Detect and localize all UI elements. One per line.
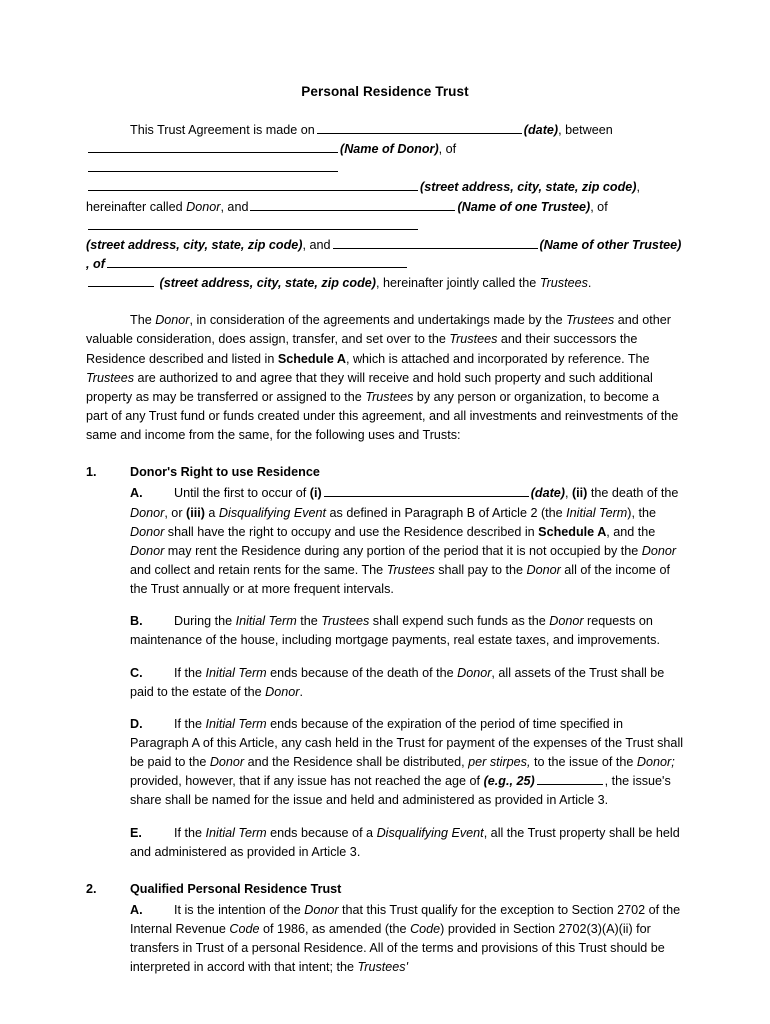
text-run: (ii) xyxy=(571,486,588,501)
preamble-line2-b: , of xyxy=(438,142,457,157)
recital-t8: Schedule A xyxy=(277,351,346,366)
text-run: and the Residence shall be distributed, xyxy=(244,755,469,770)
text-run: Donor xyxy=(130,543,165,558)
paragraph-1D xyxy=(130,715,684,811)
preamble-line1-b: (date) xyxy=(523,123,559,137)
text-run: Donor xyxy=(265,684,300,699)
section-2-body xyxy=(130,901,684,978)
text-run: , all assets of the Trust shall be paid to the estate of the xyxy=(130,665,665,699)
preamble-line5-c2: , of xyxy=(86,256,105,271)
paragraph-1C xyxy=(130,664,684,702)
text-run: Donor xyxy=(130,524,165,539)
text-run: Donor xyxy=(526,562,561,577)
blank-field-2[interactable] xyxy=(324,484,529,497)
text-run: per stirpes, xyxy=(468,755,531,770)
paragraph-2A xyxy=(130,901,684,978)
recital-t12: Trustees xyxy=(365,389,414,404)
preamble-line6-b: , hereinafter jointly called the xyxy=(376,276,537,291)
text-run: and collect and retain rents for the same. The xyxy=(130,562,387,577)
text-run: Donor xyxy=(209,755,245,770)
text-run: During the xyxy=(174,614,236,629)
recital-t13: by any person or organization, to become a part of any Trust fund or funds created under this agreement, and all investments and reinvestments of the same and income from the same, for the following uses and Trusts: xyxy=(86,389,679,443)
blank-trustee-other-address[interactable] xyxy=(107,255,407,268)
text-run: of 1986, as amended (the xyxy=(259,922,411,937)
text-run: (i) xyxy=(309,486,322,501)
section-1-heading: Donor's Right to use Residence xyxy=(130,465,320,480)
preamble-line4-b: Donor xyxy=(186,199,221,214)
paragraph-1E-label: E. xyxy=(130,825,142,840)
section-1-body xyxy=(130,484,684,861)
text-run: , and the xyxy=(606,524,656,539)
recital-t10: Trustees xyxy=(86,370,135,385)
text-run: , xyxy=(564,486,572,501)
preamble-line4-c: , and xyxy=(220,199,249,214)
preamble-line5-b: , and xyxy=(302,237,331,252)
preamble-line1-a: This Trust Agreement is made on xyxy=(130,123,315,137)
text-run: to the issue of the xyxy=(530,755,637,770)
text-run: Donor; xyxy=(636,755,675,770)
text-run: ends because of a xyxy=(266,825,377,840)
text-run: (date) xyxy=(530,486,565,501)
recital-t6: Trustees xyxy=(449,332,498,347)
paragraph-1B-label: B. xyxy=(130,614,143,629)
text-run: Trustees xyxy=(321,614,370,629)
preamble-paragraph xyxy=(86,121,684,293)
preamble-line5-c: (Name of other Trustee) xyxy=(539,237,682,252)
text-run: that this Trust qualify for the exception to Section 2702 of the Internal Revenue xyxy=(130,902,681,937)
paragraph-1D-label: D. xyxy=(130,716,143,731)
blank-trustee-one-address[interactable] xyxy=(88,217,418,230)
preamble-line5-a: (street address, city, state, zip code) xyxy=(86,237,303,252)
recital-t5: and other valuable consideration, does assign, transfer, and set over to the xyxy=(86,313,671,347)
text-run: ends because of the expiration of the period of time specified in Paragraph A of this Article, any cash held in the Trust for payment of the expenses of the Trust shall be paid to the xyxy=(130,716,684,770)
recital-t11: are authorized to and agree that they will receive and hold such property and such additional property as may be transferred or assigned to the xyxy=(86,370,653,404)
text-run: Code xyxy=(410,922,441,937)
text-run: Donor xyxy=(304,902,339,917)
recital-t7: and their successors the Residence described and listed in xyxy=(86,332,638,366)
preamble-line3-b: , xyxy=(636,180,640,195)
text-run: Donor xyxy=(130,505,165,520)
section-1-number: 1. xyxy=(86,465,97,480)
text-run: If the xyxy=(174,716,206,731)
text-run: Schedule A xyxy=(538,524,607,539)
blank-street-address-1[interactable] xyxy=(88,178,418,191)
recital-t2: Donor xyxy=(155,313,190,328)
text-run: ) provided in Section 2702(3)(A)(ii) for transfers in Trust of a personal Residence. All of the terms and provisions of this Trust should be interpreted in accord with that intent; the xyxy=(130,922,665,975)
text-run: (e.g., 25) xyxy=(483,774,535,789)
preamble-line4-e: , of xyxy=(590,199,608,214)
blank-date-1[interactable] xyxy=(317,121,522,134)
text-run: the xyxy=(296,614,322,629)
text-run: Donor xyxy=(641,543,677,558)
section-2 xyxy=(86,880,684,899)
text-run: Code xyxy=(229,922,260,937)
text-run: a xyxy=(204,505,219,520)
preamble-line6-d: . xyxy=(587,276,592,291)
preamble-line6-a: (street address, city, state, zip code) xyxy=(159,276,376,291)
paragraph-1B xyxy=(130,612,684,650)
text-run: Until the first to occur of xyxy=(174,486,310,501)
section-2-number: 2. xyxy=(86,881,97,896)
text-run: Initial Term xyxy=(205,716,267,731)
text-run: may rent the Residence during any portion of the period that it is not occupied by the xyxy=(164,543,642,558)
text-run: shall expend such funds as the xyxy=(369,614,550,629)
section-1 xyxy=(86,463,684,482)
recital-t4: Trustees xyxy=(566,313,615,328)
text-run: Initial Term xyxy=(235,614,297,629)
recital-t9: , which is attached and incorporated by reference. The xyxy=(345,351,650,366)
paragraph-2A-label: A. xyxy=(130,902,143,917)
text-run: Trustees' xyxy=(357,960,408,975)
text-run: . xyxy=(299,684,303,699)
text-run: shall have the right to occupy and use the Residence described in xyxy=(164,524,539,539)
recital-paragraph xyxy=(86,311,684,445)
text-run: Donor xyxy=(457,665,492,680)
blank-trustee-one-name[interactable] xyxy=(250,198,455,211)
text-run: ends because of the death of the xyxy=(266,665,458,680)
text-run: the death of the xyxy=(587,486,679,501)
text-run: shall pay to the xyxy=(434,562,527,577)
text-run: , all the Trust property shall be held and administered as provided in Article 3. xyxy=(130,825,680,859)
text-run: all of the income of the Trust annually or at more frequent intervals. xyxy=(130,562,670,597)
page-title: Personal Residence Trust xyxy=(301,84,469,99)
recital-t3: , in consideration of the agreements and undertakings made by the xyxy=(189,313,567,328)
text-run: , or xyxy=(164,505,187,520)
text-run: requests on maintenance of the house, including mortgage payments, real estate taxes, and improvements. xyxy=(130,614,660,648)
blank-trustee-other-name[interactable] xyxy=(333,236,538,249)
text-run: Initial Term xyxy=(566,505,628,520)
text-run: Disqualifying Event xyxy=(218,505,327,520)
preamble-line4-d: (Name of one Trustee) xyxy=(457,199,591,214)
section-2-heading: Qualified Personal Residence Trust xyxy=(130,881,342,896)
text-run: Disqualifying Event xyxy=(376,825,484,840)
paragraph-1E xyxy=(130,824,684,862)
preamble-block xyxy=(86,121,684,293)
text-run: , the issue's share shall be named for the issue and held and administered as provided in Article 3. xyxy=(130,774,671,808)
text-run: as defined in Paragraph B of Article 2 (the xyxy=(326,505,567,520)
preamble-line2-a: (Name of Donor) xyxy=(340,142,439,157)
preamble-line4-a: hereinafter called xyxy=(86,199,183,214)
paragraph-1A xyxy=(130,484,684,599)
preamble-line6-c: Trustees xyxy=(539,276,588,291)
blank-extra[interactable] xyxy=(88,274,154,287)
blank-donor-name[interactable] xyxy=(88,140,338,153)
text-run: Trustees xyxy=(386,562,435,577)
blank-field-10[interactable] xyxy=(537,772,603,785)
paragraph-1A-label: A. xyxy=(130,486,143,501)
preamble-line3-a: (street address, city, state, zip code) xyxy=(420,180,637,195)
blank-donor-address[interactable] xyxy=(88,159,338,172)
text-run: It is the intention of the xyxy=(174,902,305,917)
text-run: Initial Term xyxy=(205,825,267,840)
text-run: Donor xyxy=(549,614,584,629)
text-run: If the xyxy=(174,665,206,680)
paragraph-1C-label: C. xyxy=(130,665,143,680)
text-run: If the xyxy=(174,825,206,840)
recital-t1: The xyxy=(130,313,156,328)
text-run: ), the xyxy=(627,505,656,520)
preamble-line1-c: , between xyxy=(558,123,613,137)
text-run: provided, however, that if any issue has not reached the age of xyxy=(130,774,484,789)
text-run: (iii) xyxy=(186,505,205,520)
text-run: Initial Term xyxy=(205,665,267,680)
